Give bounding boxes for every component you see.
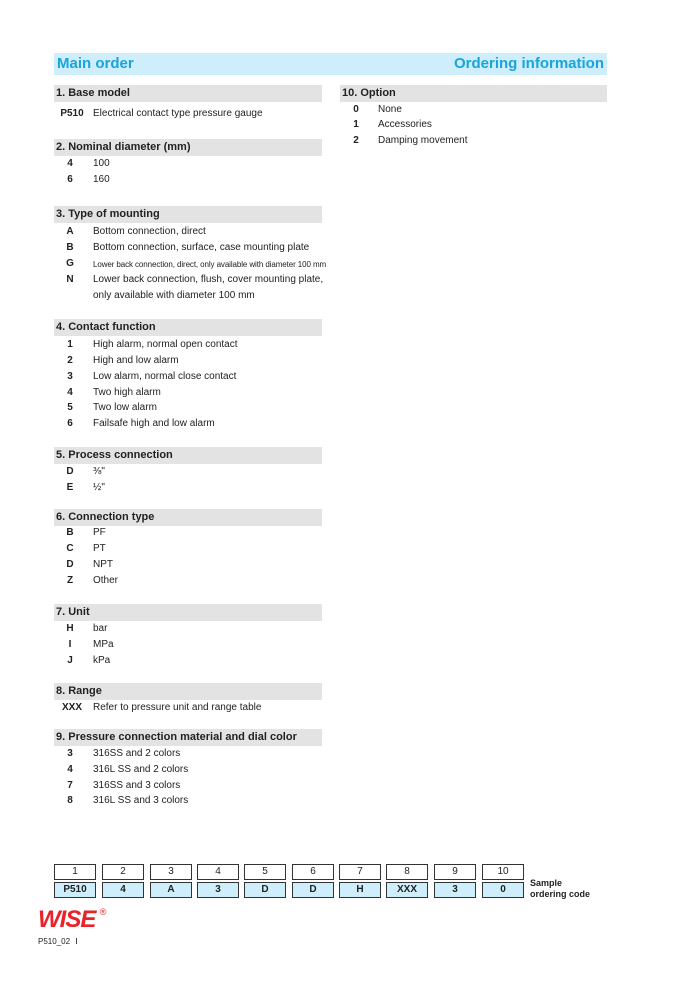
page-title: Main order [57,55,134,72]
item-code: B [66,527,74,538]
code-position-box: 4 [197,864,239,880]
item-code: G [66,258,74,269]
sample-code-label [530,878,590,900]
section-heading-material: 9. Pressure connection material and dial color [54,729,322,746]
item-desc: MPa [93,639,114,650]
code-value-box: H [339,882,381,898]
item-desc: NPT [93,559,113,570]
code-position-box: 10 [482,864,524,880]
code-value-box: 3 [197,882,239,898]
item-desc: 316L SS and 3 colors [93,795,189,806]
item-desc: 316L SS and 2 colors [93,764,189,775]
item-code: Z [66,575,74,586]
item-desc: 316SS and 2 colors [93,748,181,759]
item-code: C [66,543,74,554]
sample-label-line: Sample [530,878,563,888]
code-position-box: 7 [339,864,381,880]
code-value-box: XXX [386,882,428,898]
item-code: 3 [67,748,73,759]
item-desc: Two low alarm [93,402,157,413]
section-heading-range: 8. Range [54,683,322,700]
item-code: 8 [67,795,73,806]
item-code: 5 [67,402,73,413]
registered-mark: ® [99,907,107,917]
item-code: 4 [67,387,73,398]
code-value-box: P510 [54,882,96,898]
logo-text: WISE [38,906,96,933]
item-code: N [66,274,74,285]
section-heading-option: 10. Option [340,85,607,102]
item-code: 1 [353,119,359,130]
section-heading-base-model: 1. Base model [54,85,322,102]
item-code: I [68,639,72,650]
item-code: A [66,226,74,237]
section-heading-type-of-mounting: 3. Type of mounting [54,206,322,223]
code-value-box: 0 [482,882,524,898]
code-position-box: 9 [434,864,476,880]
item-desc: PT [93,543,106,554]
item-code: 2 [353,135,359,146]
item-code: H [66,623,74,634]
item-desc: Low alarm, normal close contact [93,371,237,382]
item-desc: Other [93,575,119,586]
item-desc: Refer to pressure unit and range table [93,702,262,713]
code-position-box: 6 [292,864,334,880]
item-code: 0 [353,104,359,115]
sample-label-line: ordering code [530,889,591,899]
section-heading-process-connection: 5. Process connection [54,447,322,464]
item-desc: Failsafe high and low alarm [93,418,215,429]
item-desc: 160 [93,174,110,185]
code-value-box: D [244,882,286,898]
item-code: J [67,655,73,666]
item-desc: Lower back connection, flush, cover mounting plate, [93,274,324,285]
item-desc: ½" [93,482,105,493]
code-position-box: 5 [244,864,286,880]
item-code: P510 [60,108,84,119]
item-desc: None [378,104,402,115]
item-code: 4 [67,158,73,169]
item-desc: Damping movement [378,135,468,146]
item-desc: High and low alarm [93,355,179,366]
page-subtitle: Ordering information [454,55,604,72]
item-code: 7 [67,780,73,791]
item-code: 1 [67,339,73,350]
section-heading-connection-type: 6. Connection type [54,509,322,526]
section-heading-contact-function: 4. Contact function [54,319,322,336]
item-code: XXX [61,702,82,713]
item-desc: Bottom connection, direct [93,226,206,237]
item-desc: PF [93,527,106,538]
item-code: B [66,242,74,253]
code-position-box: 2 [102,864,144,880]
section-heading-unit: 7. Unit [54,604,322,621]
code-value-box: 3 [434,882,476,898]
item-desc: 100 [93,158,110,169]
section-heading-nominal-diameter: 2. Nominal diameter (mm) [54,139,322,156]
code-value-box: 4 [102,882,144,898]
doc-id-text: P510_02 [38,937,71,946]
item-code: 6 [67,418,73,429]
item-desc: kPa [93,655,111,666]
item-desc: High alarm, normal open contact [93,339,238,350]
item-code: D [66,466,74,477]
item-code: 4 [67,764,73,775]
item-code: D [66,559,74,570]
document-id [38,937,77,946]
item-code: 2 [67,355,73,366]
item-desc: 316SS and 3 colors [93,780,181,791]
code-value-box: D [292,882,334,898]
wise-logo [38,906,106,934]
code-position-box: 1 [54,864,96,880]
item-code: 6 [67,174,73,185]
item-desc: Bottom connection, surface, case mounting plate [93,242,310,253]
item-code: E [66,482,74,493]
code-value-box: A [150,882,192,898]
code-position-box: 3 [150,864,192,880]
item-desc: Electrical contact type pressure gauge [93,108,263,119]
item-desc: Accessories [378,119,432,130]
item-desc: Lower back connection, direct, only available with diameter 100 mm [93,260,327,269]
item-desc: Two high alarm [93,387,161,398]
item-desc: only available with diameter 100 mm [93,290,255,301]
item-desc: bar [93,623,108,634]
doc-id-divider [76,938,77,944]
item-code: 3 [67,371,73,382]
item-desc: ⅜" [93,466,105,477]
code-position-box: 8 [386,864,428,880]
